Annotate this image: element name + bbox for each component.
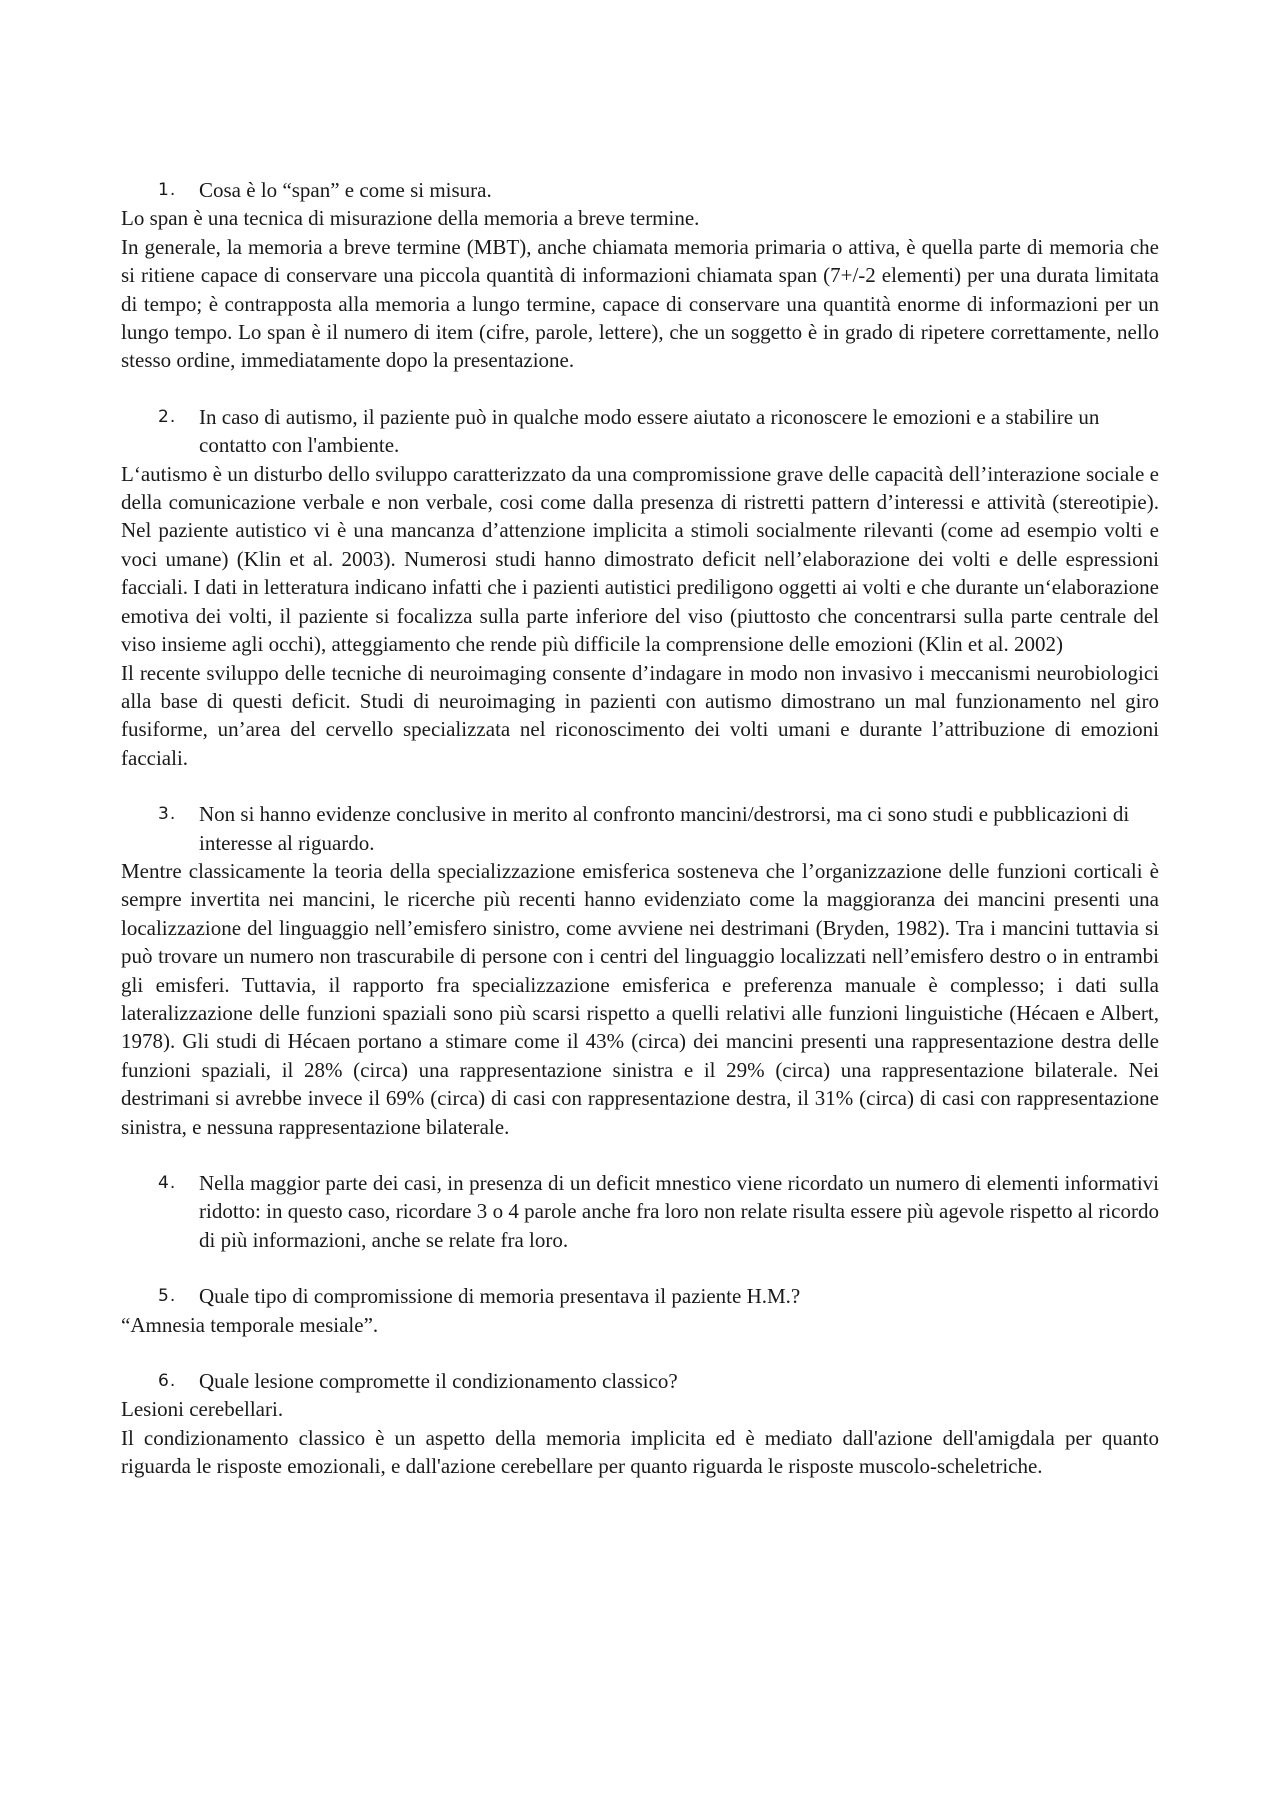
question-number: 2. [158,406,177,427]
answer-paragraph: Il recente sviluppo delle tecniche di neuroimaging consente d’indagare in modo non invasivo i meccanismi neurobiologici alla base di questi deficit. Studi di neuroimaging in pazienti con autismo dimostrano un mal funzionamento nel giro fusiforme, un’area del cervello specializzata nel riconoscimento dei volti umani e durante l’attribuzione di emozioni facciali. [121,660,1159,770]
question-number: 3. [158,804,177,825]
question-number: 1. [158,180,177,200]
question-item [121,1169,1159,1254]
answer-paragraph: L‘autismo è un disturbo dello sviluppo caratterizzato da una compromissione grave delle capacità dell’interazione sociale e della comunicazione verbale e non verbale, cosi come dalla presenza di ristretti pattern d’interessi e attività (stereotipie). Nel paziente autistico vi è una mancanza d’attenzione implicita a stimoli socialmente rilevanti (come ad esempio volti e voci umane) (Klin et al. 2003). Numerosi studi hanno dimostrato deficit nell’elaborazione dei volti e delle espressioni facciali. I dati in letteratura indicano infatti che i pazienti autistici prediligono oggetti ai volti e che durante un‘elaborazione emotiva dei volti, il paziente si focalizza sulla parte inferiore del viso (piuttosto che concentrarsi sulla parte centrale del viso insieme agli occhi), atteggiamento che rende più difficile la comprensione delle emozioni (Klin et al. 2002) [121,461,1159,657]
section-2 [121,403,1159,772]
question-item [121,800,1159,857]
question-text: Quale tipo di compromissione di memoria presentava il paziente H.M.? [199,1284,801,1309]
answer-paragraph: Lesioni cerebellari. [121,1397,284,1422]
question-item [121,403,1159,460]
question-text: Cosa è lo “span” e come si misura. [199,178,492,202]
question-number: 6. [158,1371,177,1392]
question-item [121,1367,1159,1395]
question-text: Nella maggior parte dei casi, in presenza di un deficit mnestico viene ricordato un numero di elementi informativi ridotto: in questo caso, ricordare 3 o 4 parole anche fra loro non relate risulta essere più agevole rispetto al ricordo di più informazioni, anche se relate fra loro. [199,1171,1159,1252]
section-4 [121,1169,1159,1254]
answer-paragraph: “Amnesia temporale mesiale”. [121,1312,379,1337]
section-1 [121,176,1159,375]
section-5 [121,1282,1159,1339]
answer-paragraph: Il condizionamento classico è un aspetto della memoria implicita ed è mediato dall'azione dell'amigdala per quanto riguarda le risposte emozionali, e dall'azione cerebellare per quanto riguarda le risposte muscolo-scheletriche. [121,1425,1159,1479]
section-6 [121,1367,1159,1481]
section-3 [121,800,1159,1141]
answer-paragraph: In generale, la memoria a breve termine (MBT), anche chiamata memoria primaria o attiva, è quella parte di memoria che si ritiene capace di conservare una piccola quantità di informazioni chiamata span (7+/-2 elementi) per una durata limitata di tempo; è contrapposta alla memoria a lungo termine, capace di conservare una quantità enorme di informazioni per un lungo tempo. Lo span è il numero di item (cifre, parole, lettere), che un soggetto è in grado di ripetere correttamente, nello stesso ordine, immediatamente dopo la presentazione. [121,234,1159,373]
question-item [121,176,1159,204]
question-text: In caso di autismo, il paziente può in qualche modo essere aiutato a riconoscere le emozioni e a stabilire un contatto con l'ambiente. [199,404,1100,458]
question-text: Quale lesione compromette il condizionamento classico? [199,1369,678,1394]
question-number: 4. [158,1173,177,1193]
answer-paragraph: Lo span è una tecnica di misurazione della memoria a breve termine. [121,206,700,231]
question-item [121,1282,1159,1310]
answer-paragraph: Mentre classicamente la teoria della specializzazione emisferica sosteneva che l’organizzazione delle funzioni corticali è sempre invertita nei mancini, le ricerche più recenti hanno evidenziato come la maggioranza dei mancini presenti una localizzazione del linguaggio nell’emisfero sinistro, come avviene nei destrimani (Bryden, 1982). Tra i mancini tuttavia si può trovare un numero non trascurabile di persone con i centri del linguaggio localizzati nell’emisfero destro o in entrambi gli emisferi. Tuttavia, il rapporto fra specializzazione emisferica e preferenza manuale è complesso; i dati sulla lateralizzazione delle funzioni spaziali sono più scarsi rispetto a quelli relativi alle funzioni linguistiche (Hécaen e Albert, 1978). Gli studi di Hécaen portano a stimare come il 43% (circa) dei mancini presenti una rappresentazione destra delle funzioni spaziali, il 28% (circa) una rappresentazione sinistra e il 29% (circa) una rappresentazione bilaterale. Nei destrimani si avrebbe invece il 69% (circa) di casi con rappresentazione destra, il 31% (circa) di casi con rappresentazione sinistra, e nessuna rappresentazione bilaterale. [121,858,1159,1139]
question-number: 5. [158,1286,177,1307]
question-text: Non si hanno evidenze conclusive in merito al confronto mancini/destrorsi, ma ci sono studi e pubblicazioni di interesse al riguardo. [199,802,1130,855]
